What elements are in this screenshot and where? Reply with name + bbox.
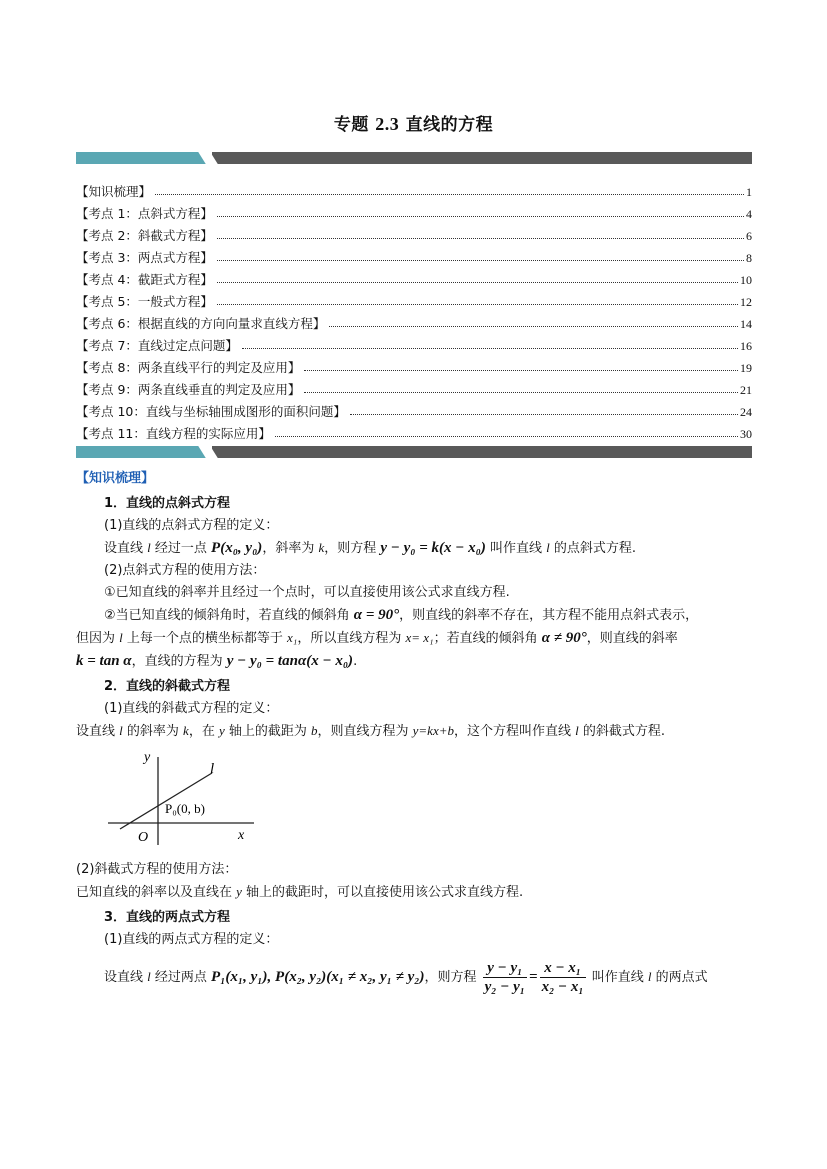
toc-entry[interactable] bbox=[76, 244, 752, 266]
toc-entry[interactable] bbox=[76, 178, 752, 200]
toc-label: 【考点 7：直线过定点问题】 bbox=[76, 338, 238, 353]
toc-entry[interactable] bbox=[76, 222, 752, 244]
toc-label: 【知识梳理】 bbox=[76, 184, 152, 199]
toc-page-number: 6 bbox=[746, 229, 752, 243]
toc-label: 【考点 9：两条直线垂直的判定及应用】 bbox=[76, 382, 301, 397]
point-label: P₀(0, b) bbox=[165, 801, 205, 816]
header-band bbox=[76, 152, 752, 164]
toc-page-number: 19 bbox=[740, 361, 752, 375]
toc-page-number: 1 bbox=[746, 185, 752, 199]
toc-entry[interactable] bbox=[76, 376, 752, 398]
paragraph: 已知直线的斜率以及直线在 y 轴上的截距时，可以直接使用该公式求直线方程. bbox=[76, 884, 524, 900]
paragraph: (2)点斜式方程的使用方法： bbox=[104, 563, 266, 578]
toc-leader bbox=[155, 193, 744, 195]
toc-page-number: 16 bbox=[740, 339, 752, 353]
knowledge-content bbox=[76, 468, 752, 996]
fraction-y: $\frac{\text{y − y₁}}{\text{y₂ − y₁}}$ bbox=[484, 960, 526, 995]
toc-page-number: 4 bbox=[746, 207, 752, 221]
origin-label: O bbox=[138, 830, 149, 845]
toc-leader bbox=[217, 303, 738, 305]
paragraph: 但因为 l 上每一个点的横坐标都等于 x₁，所以直线方程为 x= x₁；若直线的倾斜角 α ≠ 90°，则直线的斜率 bbox=[76, 630, 678, 646]
toc-page-number: 21 bbox=[740, 383, 752, 397]
table-of-contents bbox=[76, 178, 752, 442]
toc-leader bbox=[217, 237, 744, 239]
toc-label: 【考点 8：两条直线平行的判定及应用】 bbox=[76, 360, 301, 375]
slope-intercept-figure bbox=[106, 747, 752, 855]
paragraph: (1)直线的斜截式方程的定义： bbox=[104, 701, 279, 716]
x-axis-label: x bbox=[238, 828, 245, 843]
toc-entry[interactable] bbox=[76, 354, 752, 376]
line-label: l bbox=[210, 761, 215, 777]
toc-entry[interactable] bbox=[76, 288, 752, 310]
toc-label: 【考点 11：直线方程的实际应用】 bbox=[76, 426, 271, 441]
toc-entry[interactable] bbox=[76, 310, 752, 332]
toc-leader bbox=[304, 369, 738, 371]
toc-leader bbox=[242, 347, 738, 349]
toc-page-number: 24 bbox=[740, 405, 752, 419]
toc-label: 【考点 4：截距式方程】 bbox=[76, 272, 213, 287]
toc-page-number: 14 bbox=[740, 317, 752, 331]
heading-point-slope: 1．直线的点斜式方程 bbox=[104, 496, 231, 511]
toc-label: 【考点 3：两点式方程】 bbox=[76, 250, 213, 265]
toc-leader bbox=[329, 325, 738, 327]
toc-label: 【考点 10：直线与坐标轴围成图形的面积问题】 bbox=[76, 404, 346, 419]
heading-slope-intercept: 2．直线的斜截式方程 bbox=[104, 679, 231, 694]
paragraph: ①已知直线的斜率并且经过一个点时，可以直接使用该公式求直线方程. bbox=[104, 585, 510, 600]
toc-leader bbox=[350, 413, 738, 415]
toc-entry[interactable] bbox=[76, 266, 752, 288]
toc-entry[interactable] bbox=[76, 398, 752, 420]
toc-leader bbox=[217, 215, 744, 217]
y-axis-label: y bbox=[144, 750, 151, 765]
toc-leader bbox=[217, 281, 738, 283]
paragraph: (1)直线的点斜式方程的定义： bbox=[104, 518, 279, 533]
toc-label: 【考点 6：根据直线的方向向量求直线方程】 bbox=[76, 316, 326, 331]
toc-page-number: 12 bbox=[740, 295, 752, 309]
paragraph: (1)直线的两点式方程的定义： bbox=[104, 932, 279, 947]
toc-label: 【考点 2：斜截式方程】 bbox=[76, 228, 213, 243]
toc-leader bbox=[217, 259, 744, 261]
toc-entry[interactable] bbox=[76, 200, 752, 222]
toc-leader bbox=[304, 391, 738, 393]
heading-two-point: 3．直线的两点式方程 bbox=[104, 910, 231, 925]
toc-entry[interactable] bbox=[76, 332, 752, 354]
page-title: 专题 2.3 直线的方程 bbox=[333, 114, 494, 135]
toc-entry[interactable] bbox=[76, 420, 752, 442]
fraction-x: $\frac{\text{x − x₁}}{\text{x₂ − x₁}}$ bbox=[541, 960, 584, 995]
toc-page-number: 30 bbox=[740, 427, 752, 441]
toc-label: 【考点 5：一般式方程】 bbox=[76, 294, 213, 309]
toc-page-number: 8 bbox=[746, 251, 752, 265]
paragraph: ②当已知直线的倾斜角时，若直线的倾斜角 α = 90°，则直线的斜率不存在，其方程不能用点斜式表示， bbox=[104, 607, 699, 623]
divider-band bbox=[76, 446, 752, 458]
toc-label: 【考点 1：点斜式方程】 bbox=[76, 206, 213, 221]
paragraph: (2)斜截式方程的使用方法： bbox=[76, 862, 238, 877]
toc-page-number: 10 bbox=[740, 273, 752, 287]
paragraph: 设直线 l 经过两点 P₁(x₁, y₁), P(x₂, y₂)(x₁ ≠ x₂, y₁ ≠ y₂)，则方程 $\frac{\text{y − y₁}}{\text{y₂ − y₁}}$ = $\frac{\text{x − x₁}}{\text{x₂ − x₁}}$ 叫作直线 l 的两点式 bbox=[104, 960, 708, 995]
paragraph: 设直线 l 经过一点 P(x₀, y₀)，斜率为 k，则方程 y − y₀ = k(x − x₀) 叫作直线 l 的点斜式方程. bbox=[104, 540, 637, 556]
toc-leader bbox=[275, 435, 738, 437]
paragraph: 设直线 l 的斜率为 k，在 y 轴上的截距为 b，则直线方程为 y=kx+b，这个方程叫作直线 l 的斜截式方程. bbox=[76, 723, 666, 739]
paragraph: k = tan α，直线的方程为 y − y₀ = tanα(x − x₀). bbox=[76, 653, 358, 669]
section-heading: 【知识梳理】 bbox=[76, 471, 155, 486]
